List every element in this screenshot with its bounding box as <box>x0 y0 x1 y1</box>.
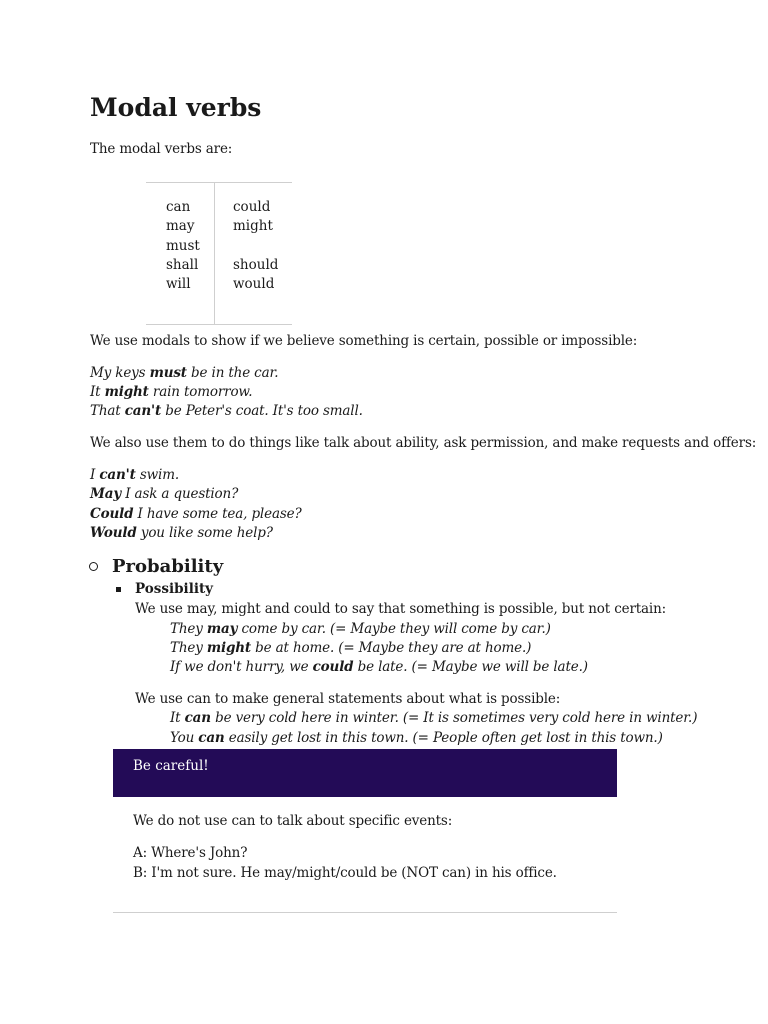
paragraph-specific-events: We do not use can to talk about specific events: <box>133 813 453 829</box>
verb-left: may <box>166 218 195 234</box>
example-sentence: They may come by car. (= Maybe they will come by car.) <box>170 621 551 637</box>
paragraph-ability: We also use them to do things like talk about ability, ask permission, and make requests and offers: <box>90 435 757 451</box>
callout-banner <box>113 749 617 797</box>
verb-right: might <box>233 218 273 234</box>
example-sentence: Would you like some help? <box>90 525 273 541</box>
circle-bullet-icon <box>89 562 98 571</box>
example-sentence: I can't swim. <box>90 467 180 483</box>
subsection-heading: Possibility <box>135 581 214 597</box>
section-heading: Probability <box>112 556 224 577</box>
callout-text: Be careful! <box>133 758 209 774</box>
dialog-line: A: Where's John? <box>133 845 248 861</box>
verb-right: could <box>233 199 271 215</box>
intro-text: The modal verbs are: <box>90 141 233 157</box>
example-sentence: It might rain tomorrow. <box>90 384 253 400</box>
example-sentence: Could I have some tea, please? <box>90 506 302 522</box>
verb-left: can <box>166 199 191 215</box>
verb-left: shall <box>166 257 199 273</box>
verb-right: would <box>233 276 275 292</box>
example-sentence: You can easily get lost in this town. (= People often get lost in this town.) <box>170 730 663 746</box>
divider <box>113 912 617 913</box>
paragraph-possibility: We use may, might and could to say that something is possible, but not certain: <box>135 601 667 617</box>
table-bottom-border <box>146 324 292 325</box>
verb-left: will <box>166 276 191 292</box>
example-sentence: If we don't hurry, we could be late. (= Maybe we will be late.) <box>170 659 588 675</box>
paragraph-certainty: We use modals to show if we believe something is certain, possible or impossible: <box>90 333 638 349</box>
table-column-divider <box>214 182 215 324</box>
example-sentence: They might be at home. (= Maybe they are at home.) <box>170 640 532 656</box>
verb-left: must <box>166 238 200 254</box>
example-sentence: It can be very cold here in winter. (= It is sometimes very cold here in winter.) <box>170 710 698 726</box>
verb-right: should <box>233 257 279 273</box>
table-top-border <box>146 182 292 183</box>
example-sentence: May I ask a question? <box>90 486 239 502</box>
paragraph-general: We use can to make general statements about what is possible: <box>135 691 561 707</box>
example-sentence: My keys must be in the car. <box>90 365 279 381</box>
example-sentence: That can't be Peter's coat. It's too small. <box>90 403 363 419</box>
page-title: Modal verbs <box>90 93 262 122</box>
square-bullet-icon <box>116 587 121 592</box>
dialog-line: B: I'm not sure. He may/might/could be (NOT can) in his office. <box>133 865 557 881</box>
